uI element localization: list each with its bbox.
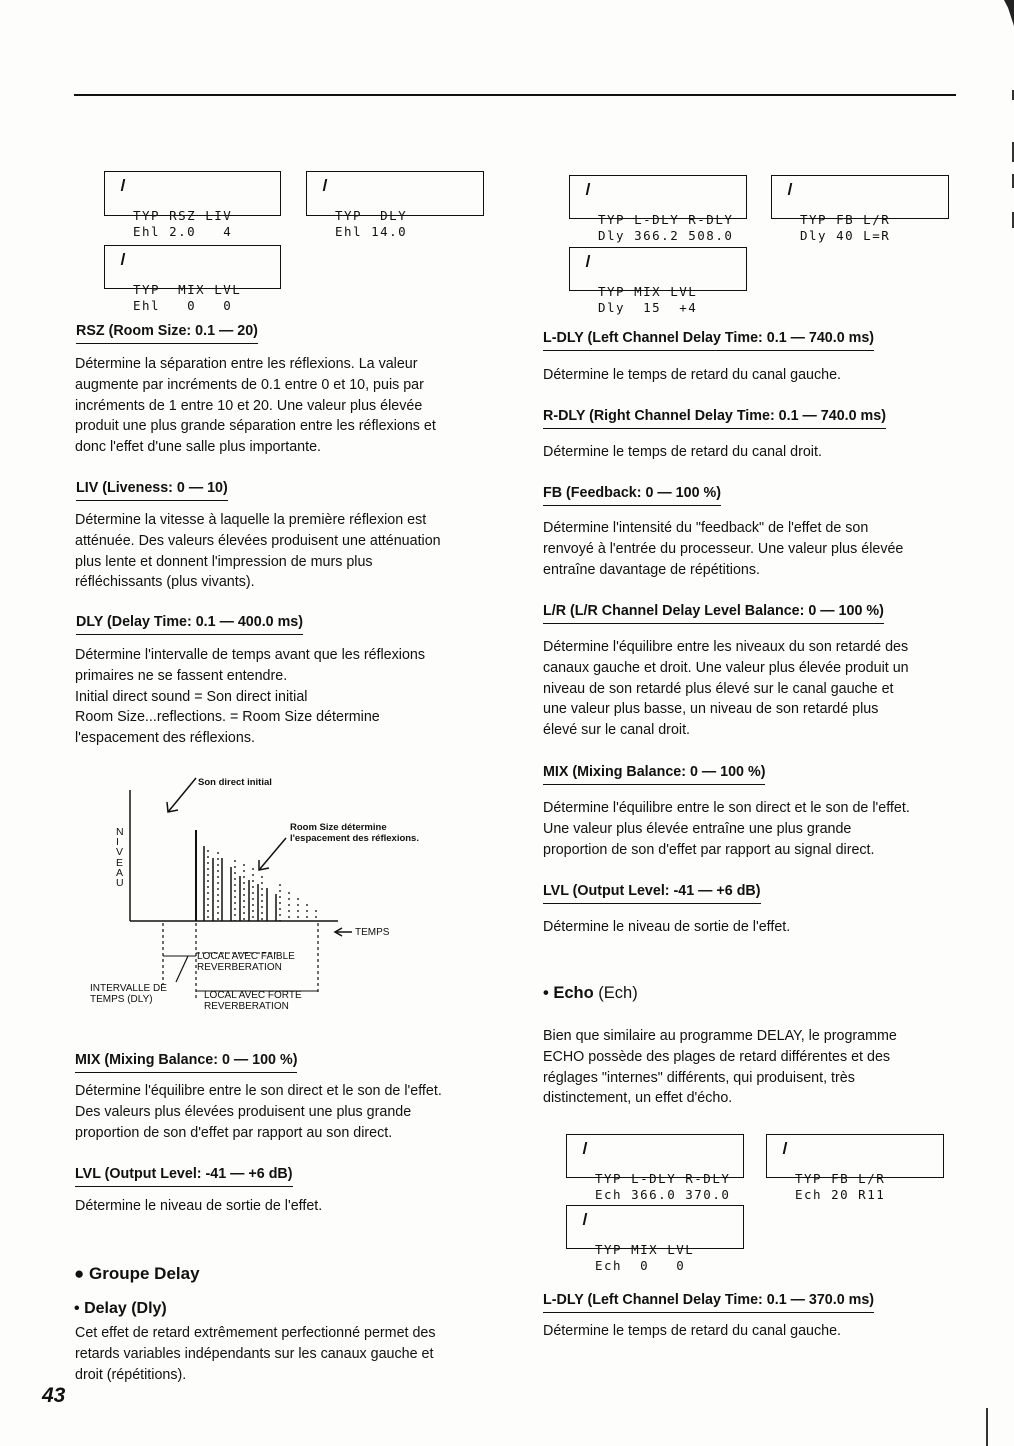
delay-description: Cet effet de retard extrêmement perfectionné permet des retards variables indépendants sur les canaux gauche et droit (répétitions).: [75, 1325, 436, 1383]
edge-mark: [986, 1408, 988, 1446]
lvl-description-left: Détermine le niveau de sortie de l'effet.: [75, 1198, 323, 1214]
lcd-display-dly-ldly-rdly: TYP L-DLY R-DLY Dly 366.2 508.0: [569, 175, 747, 219]
fb-description: Détermine l'intensité du "feedback" de l'effet de son renvoyé à l'entrée du processeur. Une valeur plus élevée entraîne davantage de répétitions.: [543, 520, 904, 578]
rdly-heading: R-DLY (Right Channel Delay Time: 0.1 — 740.0 ms): [543, 408, 886, 429]
dly-description: Détermine l'intervalle de temps avant que les réflexions primaires ne se fassent entendre. Initial direct sound = Son direct initial Room Size...reflections. = Room Size détermine l'espacement des réflexions.: [75, 647, 426, 747]
top-rule: [74, 94, 956, 96]
delay-subtitle: • Delay (Dly): [74, 1300, 167, 1317]
lcd-display-dly-fb-lr: TYP FB L/R Dly 40 L=R: [771, 175, 949, 219]
lcd-display-ech-fb-lr: TYP FB L/R Ech 20 R11: [766, 1134, 944, 1178]
mix-description-right: Détermine l'équilibre entre le son direct et le son de l'effet. Une valeur plus élevée entraîne une plus grande proportion de son d'effet par rapport au signal direct.: [543, 800, 910, 858]
label-local-faible: LOCAL AVEC FAIBLE REVERBERATION: [197, 951, 295, 973]
label-temps-axis: TEMPS: [355, 927, 390, 938]
ldly-heading: L-DLY (Left Channel Delay Time: 0.1 — 740.0 ms): [543, 330, 874, 351]
lcd-display-mix-lvl: TYP MIX LVL Ehl 0 0: [104, 245, 281, 289]
echo-title: • Echo (Ech): [543, 984, 638, 1002]
lcd-display-dly-mix-lvl: TYP MIX LVL Dly 15 +4: [569, 247, 747, 291]
liv-description: Détermine la vitesse à laquelle la première réflexion est atténuée. Des valeurs élevées produisent une atténuation plus lente et donnent l'impression de murs plus réfléchissants (plus vivants).: [75, 512, 441, 591]
mix-heading-right: MIX (Mixing Balance: 0 — 100 %): [543, 764, 765, 785]
fb-heading: FB (Feedback: 0 — 100 %): [543, 485, 721, 506]
groupe-delay-title: ● Groupe Delay: [74, 1264, 200, 1283]
mix-heading-left: MIX (Mixing Balance: 0 — 100 %): [75, 1052, 297, 1073]
label-room-size: Room Size détermine l'espacement des réflexions.: [290, 822, 419, 844]
label-niveau-axis: N I V E A U: [116, 826, 124, 890]
lcd-display-rsz-liv: TYP RSZ LIV Ehl 2.0 4: [104, 171, 281, 216]
rsz-description: Détermine la séparation entre les réflexions. La valeur augmente par incréments de 0.1 entre 0 et 10, puis par incréments de 1 entre 10 et 20. Une valeur plus élevée produit une plus grande séparation entre les réflexions et donc l'effet d'une salle plus importante.: [75, 356, 436, 456]
lr-description: Détermine l'équilibre entre les niveaux du son retardé des canaux gauche et droit. Une valeur plus élevée produit un niveau de son retardé plus élevé sur le canal gauche et une valeur plus basse, un niveau de son retardé plus élevé sur le canal droit.: [543, 639, 909, 739]
lcd-display-ech-ldly-rdly: TYP L-DLY R-DLY Ech 366.0 370.0: [566, 1134, 744, 1178]
lvl-heading-right: LVL (Output Level: -41 — +6 dB): [543, 883, 761, 904]
rsz-heading: RSZ (Room Size: 0.1 — 20): [76, 323, 258, 344]
binding-mark: [1004, 0, 1014, 26]
label-son-direct: Son direct initial: [198, 777, 272, 788]
rdly-description: Détermine le temps de retard du canal droit.: [543, 444, 822, 460]
page-number: 43: [42, 1384, 66, 1407]
lvl-heading-left: LVL (Output Level: -41 — +6 dB): [75, 1166, 293, 1187]
label-local-forte: LOCAL AVEC FORTE REVERBERATION: [204, 990, 302, 1012]
mix-description-left: Détermine l'équilibre entre le son direct et le son de l'effet. Des valeurs plus élevées produisent une plus grande proportion de son d'effet par rapport au son direct.: [75, 1083, 442, 1141]
ldly2-heading: L-DLY (Left Channel Delay Time: 0.1 — 370.0 ms): [543, 1292, 874, 1313]
ldly-description: Détermine le temps de retard du canal gauche.: [543, 367, 842, 383]
label-intervalle: INTERVALLE DE TEMPS (DLY): [90, 983, 167, 1005]
ldly2-description: Détermine le temps de retard du canal gauche.: [543, 1323, 842, 1339]
dly-heading: DLY (Delay Time: 0.1 — 400.0 ms): [76, 614, 303, 635]
lvl-description-right: Détermine le niveau de sortie de l'effet.: [543, 919, 791, 935]
echo-description: Bien que similaire au programme DELAY, le programme ECHO possède des plages de retard différentes et des réglages "internes" différents, qui produisent, très distinctement, un effet d'écho.: [543, 1028, 897, 1107]
lcd-display-dly: TYP DLY Ehl 14.0: [306, 171, 484, 216]
liv-heading: LIV (Liveness: 0 — 10): [76, 480, 228, 501]
lr-heading: L/R (L/R Channel Delay Level Balance: 0 — 100 %): [543, 603, 884, 624]
lcd-display-ech-mix-lvl: TYP MIX LVL Ech 0 0: [566, 1205, 744, 1249]
